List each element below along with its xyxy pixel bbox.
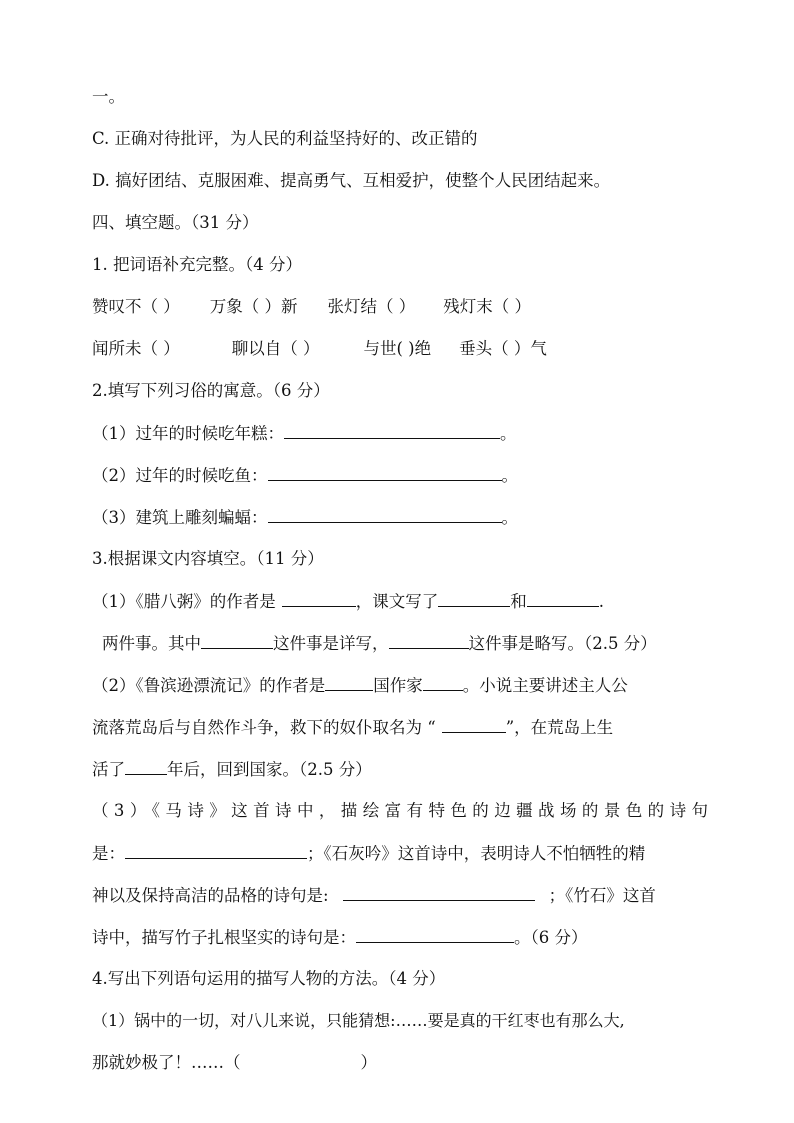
text: 两件事。其中 [102,634,201,653]
country-blank[interactable] [325,674,373,691]
text: 。（6 分） [514,928,588,947]
event-blank-1[interactable] [438,590,510,607]
question-2-item-3 [92,506,714,529]
idiom-6: 聊以自（ ） [231,339,320,358]
poem-line-blank-2[interactable] [343,884,535,901]
item-label: （3）建筑上雕刻蝙蝠： [92,508,268,527]
idiom-5: 闻所未（ ） [92,339,180,358]
question-1-heading: 1. 把词语补充完整。（4 分） [92,255,302,274]
text: 神以及保持高洁的品格的诗句是: [92,886,329,905]
question-3-line-8 [92,884,714,907]
question-2-item-2 [92,464,714,487]
question-3-line-4 [92,716,714,739]
end-mark: 。 [501,508,518,527]
end-mark: 。 [500,424,517,443]
question-3-line-9 [92,926,714,949]
text: ；《石灰吟》这首诗中，表明诗人不怕牺牲的精 [307,844,646,863]
poem-line-blank-3[interactable] [356,926,514,943]
text: （1）《腊八粥》的作者是 [92,592,276,611]
text: （2）《鲁滨逊漂流记》的作者是 [92,676,326,695]
idiom-1: 赞叹不（ ） [92,297,180,316]
question-3-line-1 [92,590,714,613]
question-2-heading: 2.填写下列习俗的寓意。（6 分） [92,381,330,400]
question-3-line-7 [92,842,714,865]
idiom-2: 万象（ ）新 [209,297,298,316]
text: ，课文写了 [355,592,439,611]
question-3-line-3 [92,674,714,697]
answer-blank[interactable] [284,422,500,439]
text: 国作家 [373,676,423,695]
text: 流落荒岛后与自然作斗争，救下的奴仆取名为 “ [92,718,436,737]
text: 和 [510,592,527,611]
end-mark: 。 [501,466,518,485]
text: 那就妙极了！……（ [92,1053,241,1072]
text: ） [360,1053,377,1072]
years-blank[interactable] [125,758,167,775]
poem-line-blank-1[interactable] [125,842,307,859]
idiom-3: 张灯结（ ） [327,297,416,316]
option-d: D. 搞好团结、克服困难、提高勇气、互相爱护，使整个人民团结起来。 [92,171,611,190]
event-blank-2[interactable] [527,590,599,607]
brief-blank[interactable] [389,632,469,649]
text: ”，在荒岛上生 [505,718,614,737]
text: ；《竹石》这首 [548,886,656,905]
text: 是： [92,844,125,863]
text-line-1: 一。 [92,87,125,106]
text: 诗中，描写竹子扎根坚实的诗句是： [92,928,356,947]
servant-name-blank[interactable] [442,716,506,733]
option-c: C. 正确对待批评，为人民的利益坚持好的、改正错的 [92,129,478,148]
text: 活了 [92,760,125,779]
text: . [598,592,604,611]
text: 这件事是详写， [273,634,389,653]
detail-blank[interactable] [201,632,273,649]
answer-blank[interactable] [268,464,502,481]
item-label: （1）过年的时候吃年糕： [92,424,284,443]
text: 。小说主要讲述主人公 [462,676,628,695]
writer-blank[interactable] [423,674,463,691]
question-3-heading: 3.根据课文内容填空。（11 分） [92,549,324,568]
idiom-4: 残灯末（ ） [443,297,531,316]
question-2-item-1 [92,422,714,445]
question-4-item-1-answer [92,1052,714,1074]
question-3-line-5 [92,758,714,781]
question-3-line-2 [102,632,714,655]
text: 这件事是略写。（2.5 分） [468,634,657,653]
author-blank[interactable] [282,590,356,607]
answer-blank[interactable] [268,506,502,523]
idiom-row-2 [92,338,714,360]
question-4-heading: 4.写出下列语句运用的描写人物的方法。（4 分） [92,969,446,988]
section-heading-fill-blank: 四、填空题。（31 分） [92,213,259,232]
idiom-8: 垂头（ ）气 [459,339,547,358]
question-3-line-6: （3）《马诗》这首诗中，描绘富有特色的边疆战场的景色的诗句 [92,801,708,820]
idiom-row-1 [92,296,714,318]
item-label: （2）过年的时候吃鱼： [92,466,268,485]
text: 年后，回到国家。（2.5 分） [167,760,372,779]
question-4-item-1: （1）锅中的一切，对八儿来说，只能猜想:……要是真的干红枣也有那么大, [92,1011,625,1030]
idiom-7: 与世( )绝 [363,339,432,358]
